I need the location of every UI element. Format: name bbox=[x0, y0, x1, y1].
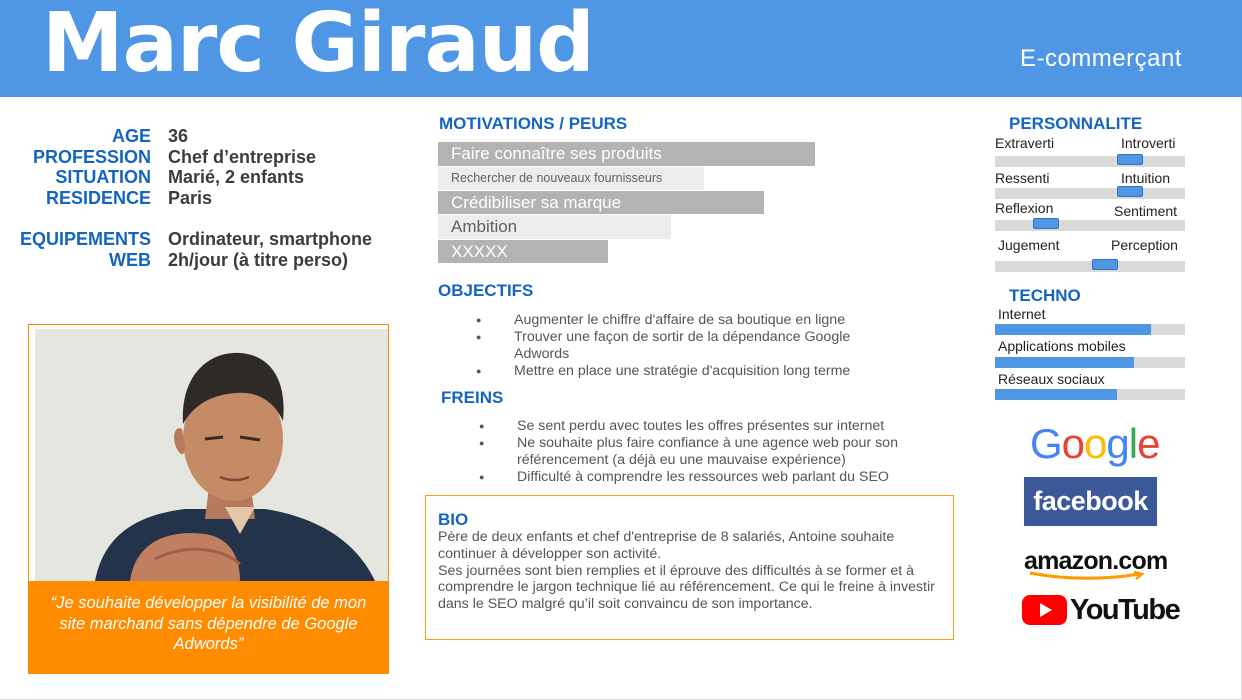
motivations-title: MOTIVATIONS / PEURS bbox=[439, 114, 628, 133]
techno-label: Réseaux sociaux bbox=[998, 371, 1105, 387]
freins-title: FREINS bbox=[441, 388, 504, 407]
list-item: ● Trouver une façon de sortir de la dépendance Google Adwords bbox=[476, 329, 896, 363]
scale-right-label: Introverti bbox=[1121, 135, 1176, 151]
google-logo: Google bbox=[1030, 420, 1160, 467]
identity-info bbox=[20, 126, 420, 208]
portrait-illustration bbox=[35, 329, 388, 581]
persona-role: E-commerçant bbox=[1019, 45, 1182, 72]
freins-list bbox=[479, 418, 949, 486]
info-value: 2h/jour (à titre perso) bbox=[168, 249, 349, 270]
motivation-bar: Ambition bbox=[438, 215, 671, 239]
info-row-situation bbox=[20, 167, 420, 188]
bio-paragraph: Ses journées sont bien remplies et il éprouve des difficultés à se former et à comprendre le jargon technique lié au référencement. Ce qui le freine à investir dans le SEO malgré qu’il soit convaincu de son importance. bbox=[438, 562, 935, 613]
scale-left-label: Reflexion bbox=[995, 200, 1054, 216]
info-value: Marié, 2 enfants bbox=[168, 167, 305, 187]
info-key: RESIDENCE bbox=[45, 187, 151, 208]
motivation-bar: Rechercher de nouveaux fournisseurs bbox=[438, 167, 704, 190]
scale-right-label: Sentiment bbox=[1114, 203, 1178, 219]
info-value: Ordinateur, smartphone bbox=[168, 229, 373, 249]
info-key: AGE bbox=[111, 126, 151, 146]
info-key: EQUIPEMENTS bbox=[20, 229, 152, 249]
bio-title: BIO bbox=[438, 510, 469, 529]
objectifs-title: OBJECTIFS bbox=[438, 281, 534, 300]
bio-box bbox=[425, 495, 954, 640]
techno-bar bbox=[995, 389, 1185, 400]
info-key: PROFESSION bbox=[32, 146, 151, 167]
youtube-play-icon bbox=[1022, 594, 1067, 626]
info-row-profession bbox=[20, 147, 420, 168]
list-item: ● Mettre en place une stratégie d'acquisition long terme bbox=[476, 363, 896, 380]
info-row-web bbox=[20, 250, 420, 271]
info-row-residence bbox=[20, 188, 420, 209]
motivation-bar: Crédibiliser sa marque bbox=[438, 191, 764, 214]
techno-bar-fill bbox=[995, 357, 1134, 368]
scale-right-label: Intuition bbox=[1121, 170, 1171, 186]
techno-title: TECHNO bbox=[1009, 286, 1081, 305]
scale-marker bbox=[1033, 218, 1059, 229]
techno-bar bbox=[995, 357, 1185, 368]
techno-bar bbox=[995, 324, 1185, 335]
youtube-logo bbox=[1022, 593, 1179, 627]
info-row-equipements bbox=[20, 229, 420, 250]
equipment-info bbox=[20, 229, 420, 270]
personality-scale bbox=[995, 261, 1185, 272]
bio-paragraph: Père de deux enfants et chef d'entreprise de 8 salariés, Antoine souhaite continuer à développer son activité. bbox=[438, 529, 895, 562]
amazon-logo bbox=[1024, 547, 1168, 581]
scale-marker bbox=[1092, 259, 1118, 270]
techno-bar-fill bbox=[995, 324, 1151, 335]
scale-marker bbox=[1117, 154, 1143, 165]
portrait-photo bbox=[35, 329, 388, 581]
techno-label: Internet bbox=[998, 306, 1046, 322]
amazon-wordmark: amazon.com bbox=[1024, 547, 1168, 575]
header-banner bbox=[0, 0, 1242, 97]
persona-name: Marc Giraud bbox=[42, 0, 594, 91]
youtube-wordmark: YouTube bbox=[1070, 593, 1180, 626]
scale-left-label: Ressenti bbox=[995, 170, 1050, 186]
motivation-bar: XXXXX bbox=[438, 240, 608, 263]
scale-left-label: Jugement bbox=[998, 237, 1060, 253]
portrait-card bbox=[28, 324, 389, 674]
persona-quote: “Je souhaite développer la visibilité de mon site marchand sans dépendre de Google Adwords” bbox=[29, 581, 388, 673]
info-value: Paris bbox=[168, 187, 213, 208]
personality-scale bbox=[995, 156, 1185, 167]
amazon-smile-icon bbox=[1024, 571, 1158, 581]
scale-right-label: Perception bbox=[1111, 237, 1178, 253]
list-item: ● Difficulté à comprendre les ressources web parlant du SEO bbox=[479, 469, 949, 486]
motivation-bar: Faire connaître ses produits bbox=[438, 142, 815, 166]
info-value: 36 bbox=[168, 126, 189, 146]
techno-bar-fill bbox=[995, 389, 1117, 400]
scale-marker bbox=[1117, 186, 1143, 197]
scale-left-label: Extraverti bbox=[995, 135, 1055, 151]
info-value: Chef d’entreprise bbox=[168, 146, 317, 167]
personality-scale bbox=[995, 220, 1185, 231]
info-row-age bbox=[20, 126, 420, 147]
personnalite-title: PERSONNALITE bbox=[1009, 114, 1143, 133]
info-key: SITUATION bbox=[55, 167, 151, 187]
objectifs-list bbox=[476, 312, 896, 380]
facebook-logo: facebook bbox=[1024, 477, 1157, 526]
techno-label: Applications mobiles bbox=[998, 338, 1126, 354]
list-item: ● Augmenter le chiffre d'affaire de sa boutique en ligne bbox=[476, 312, 896, 329]
list-item: ● Se sent perdu avec toutes les offres présentes sur internet bbox=[479, 418, 949, 435]
info-key: WEB bbox=[109, 249, 151, 270]
list-item: ● Ne souhaite plus faire confiance à une agence web pour son référencement (a déjà eu une mauvaise expérience) bbox=[479, 435, 949, 469]
personality-scale bbox=[995, 188, 1185, 199]
